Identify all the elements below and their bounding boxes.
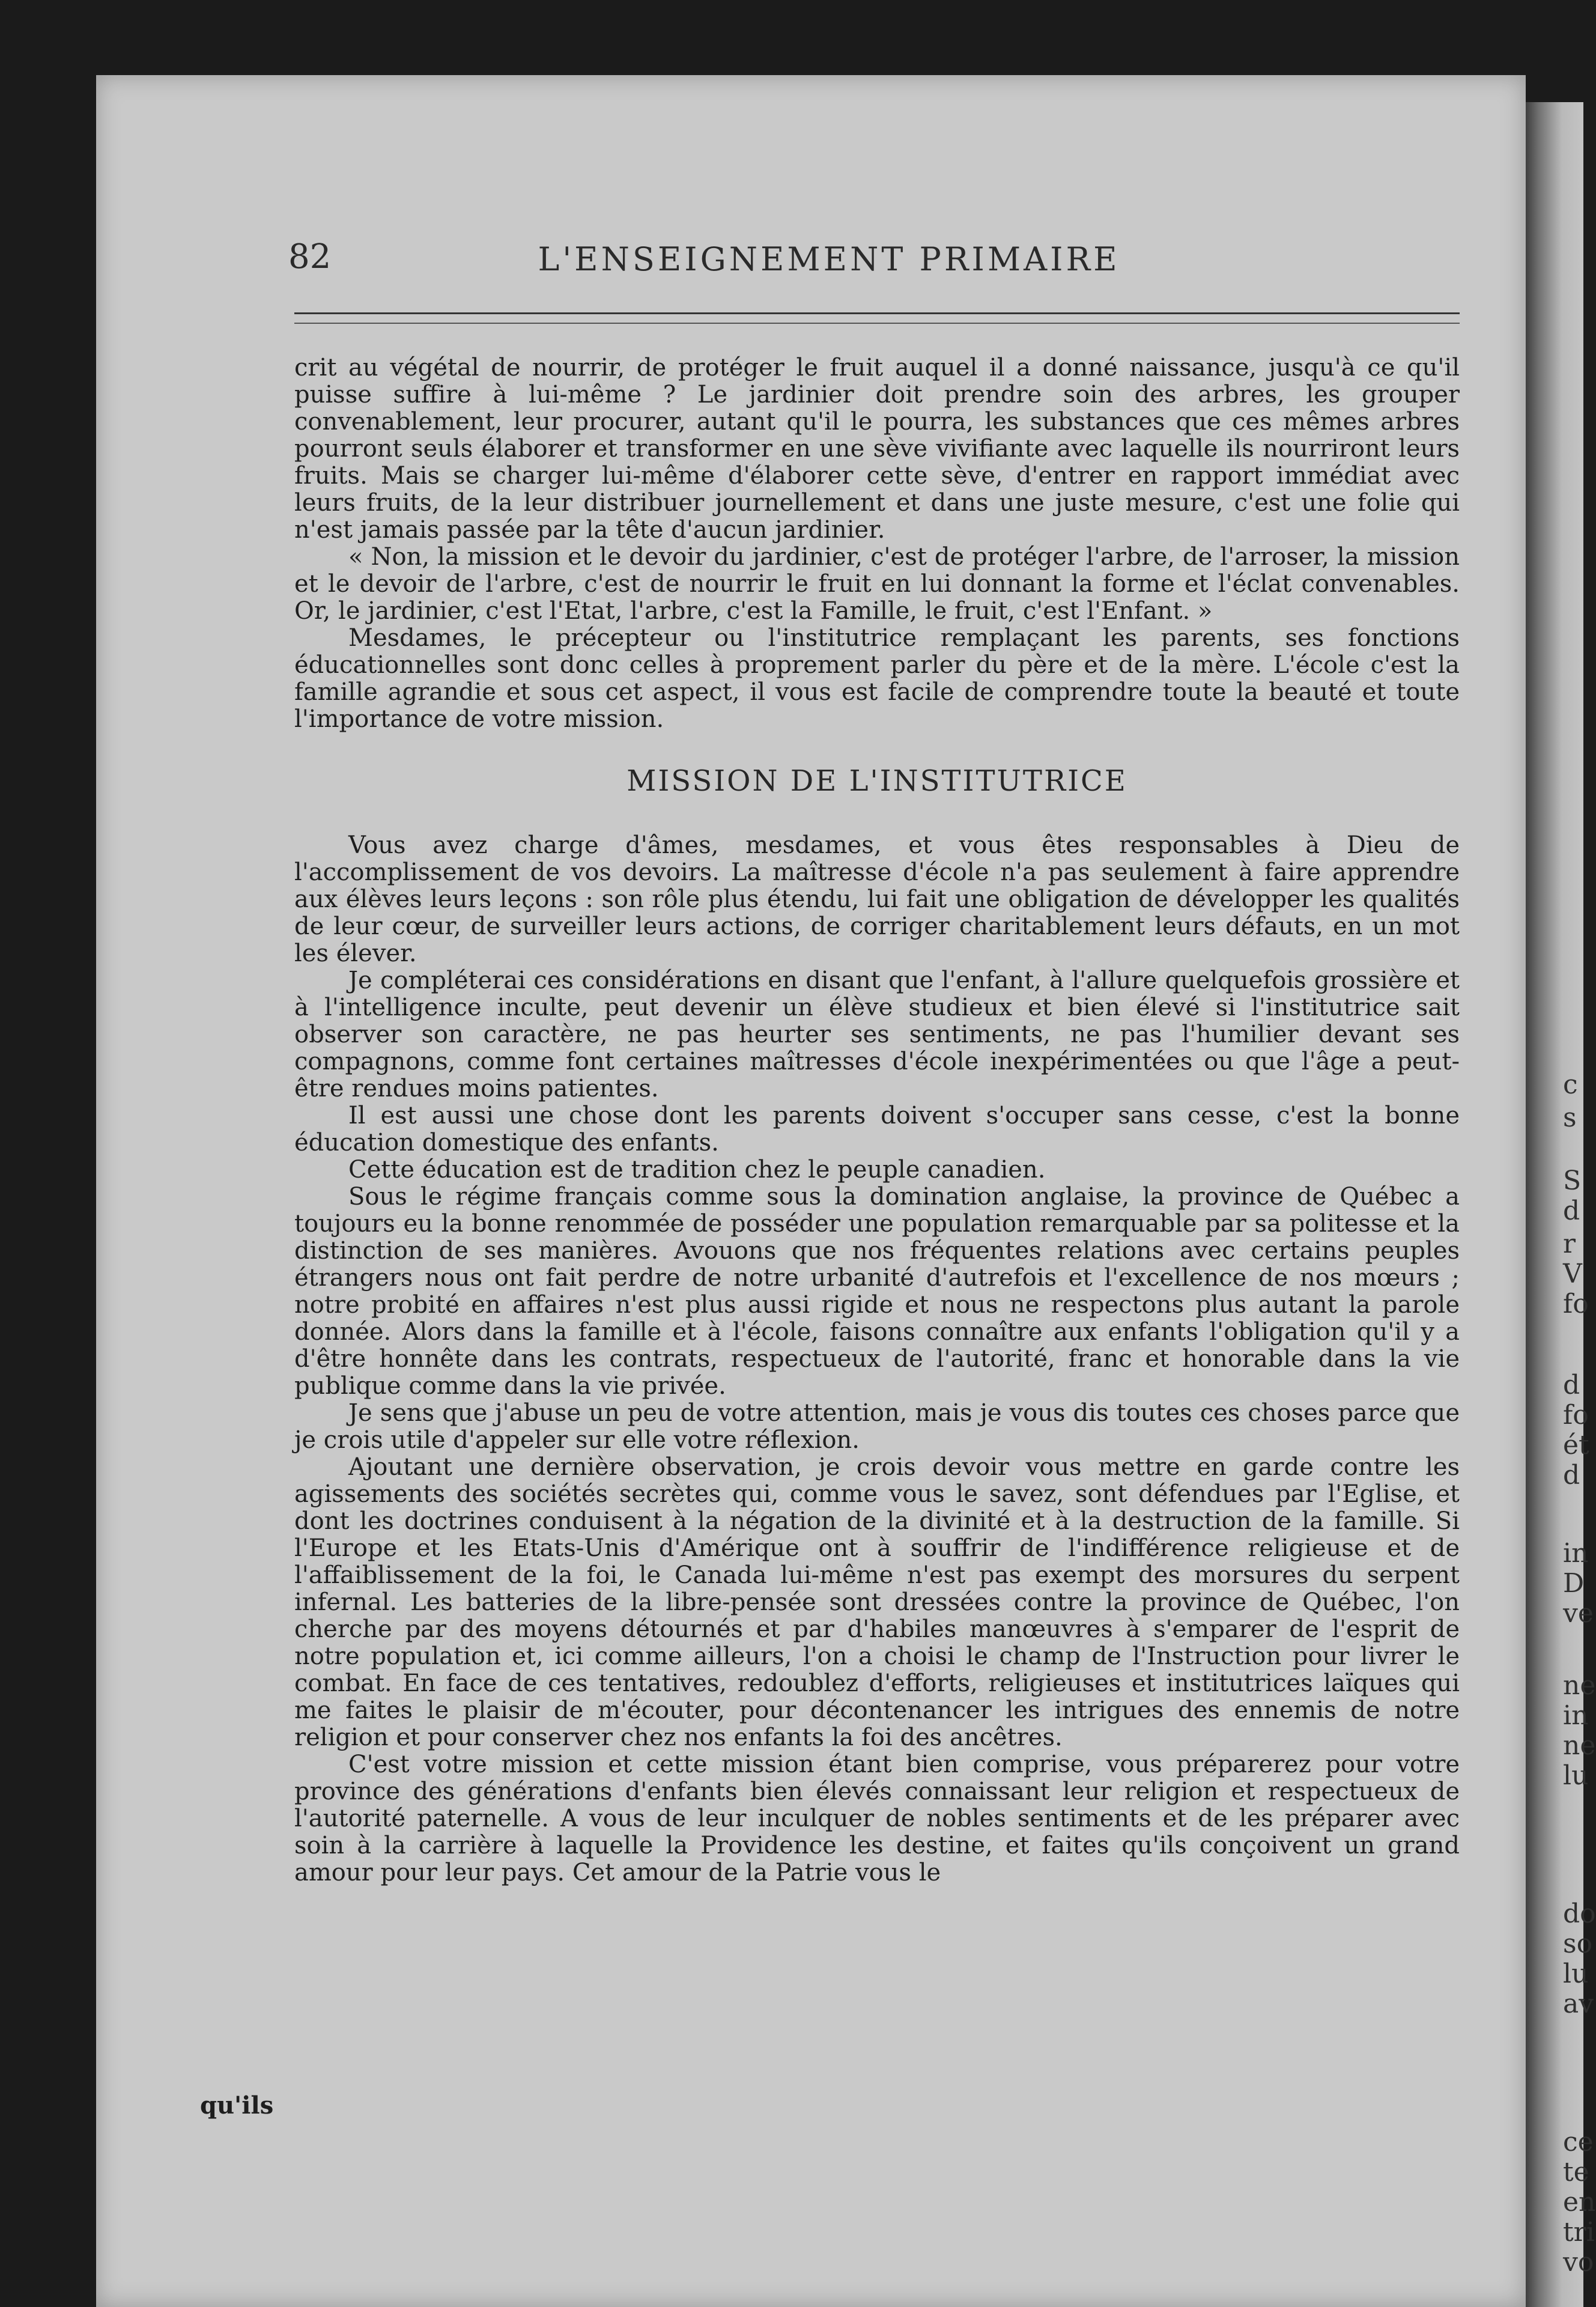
- facing-fragment: r: [1563, 1229, 1576, 1259]
- facing-fragment: d: [1563, 1370, 1580, 1400]
- facing-fragment: ve: [1563, 1598, 1594, 1629]
- facing-fragment: ne: [1563, 1670, 1596, 1701]
- facing-fragment: s: [1563, 1102, 1577, 1133]
- facing-fragment: V: [1563, 1259, 1582, 1289]
- paragraph: Il est aussi une chose dont les parents doivent s'occuper sans cesse, c'est la bonne éducation domestique des enfants.: [294, 1102, 1460, 1157]
- paragraph: Vous avez charge d'âmes, mesdames, et vous êtes responsables à Dieu de l'accomplissement de vos devoirs. La maîtresse d'école n'a pas seulement à faire apprendre aux élèves leurs leçons : son rôle plus étendu, lui fait une obligation de développer les qualités de leur cœur, de surveiller leurs actions, de corriger charitablement leurs défauts, en un mot les élever.: [294, 831, 1460, 967]
- facing-page-edge: [1526, 102, 1596, 2307]
- facing-fragment: in: [1563, 1700, 1589, 1731]
- facing-fragment: lu: [1563, 1959, 1589, 1989]
- paragraph: Je compléterai ces considérations en disant que l'enfant, à l'allure quelquefois grossière et à l'intelligence inculte, peut devenir un élève studieux et bien élevé si l'institutrice sait observer son caractère, ne pas heurter ses sentiments, ne pas l'humilier devant ses compagnons, comme font certaines maîtresses d'école inexpérimentées ou que l'âge a peut-être rendues moins patientes.: [294, 967, 1460, 1102]
- facing-fragment: te: [1563, 2157, 1589, 2187]
- paragraph: C'est votre mission et cette mission étant bien comprise, vous préparerez pour votre province des générations d'enfants bien élevés connaissant leur religion et respectueux de l'autorité paternelle. A vous de leur inculquer de nobles sentiments et de les préparer avec soin à la carrière à laquelle la Providence les destine, et faites qu'ils conçoivent un grand amour pour leur pays. Cet amour de la Patrie vous le: [294, 1751, 1460, 1886]
- body-text: [294, 354, 1460, 1886]
- paragraph: Sous le régime français comme sous la domination anglaise, la province de Québec a toujours eu la bonne renommée de posséder une population remarquable par sa politesse et la distinction de ses manières. Avouons que nos fréquentes relations avec certains peuples étrangers nous ont fait perdre de notre urbanité d'autrefois et l'excellence de nos mœurs ; notre probité en affaires n'est plus aussi rigide et nous ne respectons plus autant la parole donnée. Alors dans la famille et à l'école, faisons connaître aux enfants l'obligation qu'il y a d'être honnête dans les contrats, respectueux de l'autorité, franc et honorable dans la vie publique comme dans la vie privée.: [294, 1183, 1460, 1400]
- facing-fragment: en: [1563, 2187, 1596, 2217]
- paragraph: crit au végétal de nourrir, de protéger le fruit auquel il a donné naissance, jusqu'à ce qu'il puisse suffire à lui-même ? Le jardinier doit prendre soin des arbres, les grouper convenablement, leur procurer, autant qu'il le pourra, les substances que ces mêmes arbres pourront seuls élaborer et transformer en une sève vivifiante avec laquelle ils nourriront leurs fruits. Mais se charger lui-même d'élaborer cette sève, d'entrer en rapport immédiat avec leurs fruits, de la leur distribuer journellement et dans une juste mesure, c'est une folie qui n'est jamais passée par la tête d'aucun jardinier.: [294, 354, 1460, 544]
- paragraph: « Non, la mission et le devoir du jardinier, c'est de protéger l'arbre, de l'arroser, la mission et le devoir de l'arbre, c'est de nourrir le fruit en lui donnant la forme et l'éclat convenables. Or, le jardinier, c'est l'Etat, l'arbre, c'est la Famille, le fruit, c'est l'Enfant. »: [294, 543, 1460, 625]
- facing-fragment: ne: [1563, 1730, 1596, 1761]
- header-rule: [294, 312, 1460, 324]
- paragraph: Ajoutant une dernière observation, je crois devoir vous mettre en garde contre les agissements des sociétés secrètes qui, comme vous le savez, sont défendues par l'Eglise, et dont les doctrines conduisent à la négation de la divinité et à la destruction de la famille. Si l'Europe et les Etats-Unis d'Amérique ont à souffrir de l'indifférence religieuse et de l'affaiblissement de la foi, le Canada lui-même n'est pas exempt des morsures du serpent infernal. Les batteries de la libre-pensée sont dressées contre la province de Québec, l'on cherche par des moyens détournés et par d'habiles manœuvres à s'emparer de l'esprit de notre population et, ici comme ailleurs, l'on a choisi le champ de l'Instruction pour livrer le combat. En face de ces tentatives, redoublez d'efforts, religieuses et institutrices laïques qui me faites le plaisir de m'écouter, pour décontenancer les intrigues des ennemis de notre religion et pour conserver chez nos enfants la foi des ancêtres.: [294, 1453, 1460, 1751]
- paragraph: Cette éducation est de tradition chez le peuple canadien.: [348, 1156, 1046, 1184]
- paragraph: Mesdames, le précepteur ou l'institutrice remplaçant les parents, ses fonctions éducationnelles sont donc celles à proprement parler du père et de la mère. L'école c'est la famille agrandie et sous cet aspect, il vous est facile de comprendre toute la beauté et toute l'importance de votre mission.: [294, 624, 1460, 733]
- margin-note: qu'ils: [200, 2091, 274, 2120]
- facing-fragment: av: [1563, 1989, 1594, 2019]
- facing-fragment: in: [1563, 1538, 1589, 1569]
- facing-fragment: tri: [1563, 2217, 1595, 2248]
- running-title: L'ENSEIGNEMENT PRIMAIRE: [538, 240, 1120, 278]
- facing-fragment: so: [1563, 1929, 1593, 1959]
- facing-fragment: c: [1563, 1069, 1578, 1100]
- facing-fragment: fo: [1563, 1400, 1589, 1430]
- facing-fragment: S: [1563, 1166, 1582, 1196]
- facing-fragment: lu: [1563, 1760, 1589, 1791]
- facing-fragment: d: [1563, 1460, 1580, 1491]
- page-header: [198, 237, 1460, 285]
- facing-fragment: ét: [1563, 1430, 1589, 1460]
- facing-fragment: d: [1563, 1196, 1580, 1226]
- facing-fragment: ce: [1563, 2127, 1594, 2157]
- section-title: MISSION DE L'INSTITUTRICE: [627, 764, 1127, 798]
- facing-fragment: D: [1563, 1568, 1585, 1599]
- facing-fragment: vo: [1563, 2247, 1594, 2278]
- page-number: 82: [288, 237, 332, 276]
- facing-fragment: do: [1563, 1898, 1596, 1929]
- facing-fragment: fo: [1563, 1289, 1589, 1319]
- paragraph: Je sens que j'abuse un peu de votre attention, mais je vous dis toutes ces choses parce que je crois utile d'appeler sur elle votre réflexion.: [294, 1399, 1460, 1454]
